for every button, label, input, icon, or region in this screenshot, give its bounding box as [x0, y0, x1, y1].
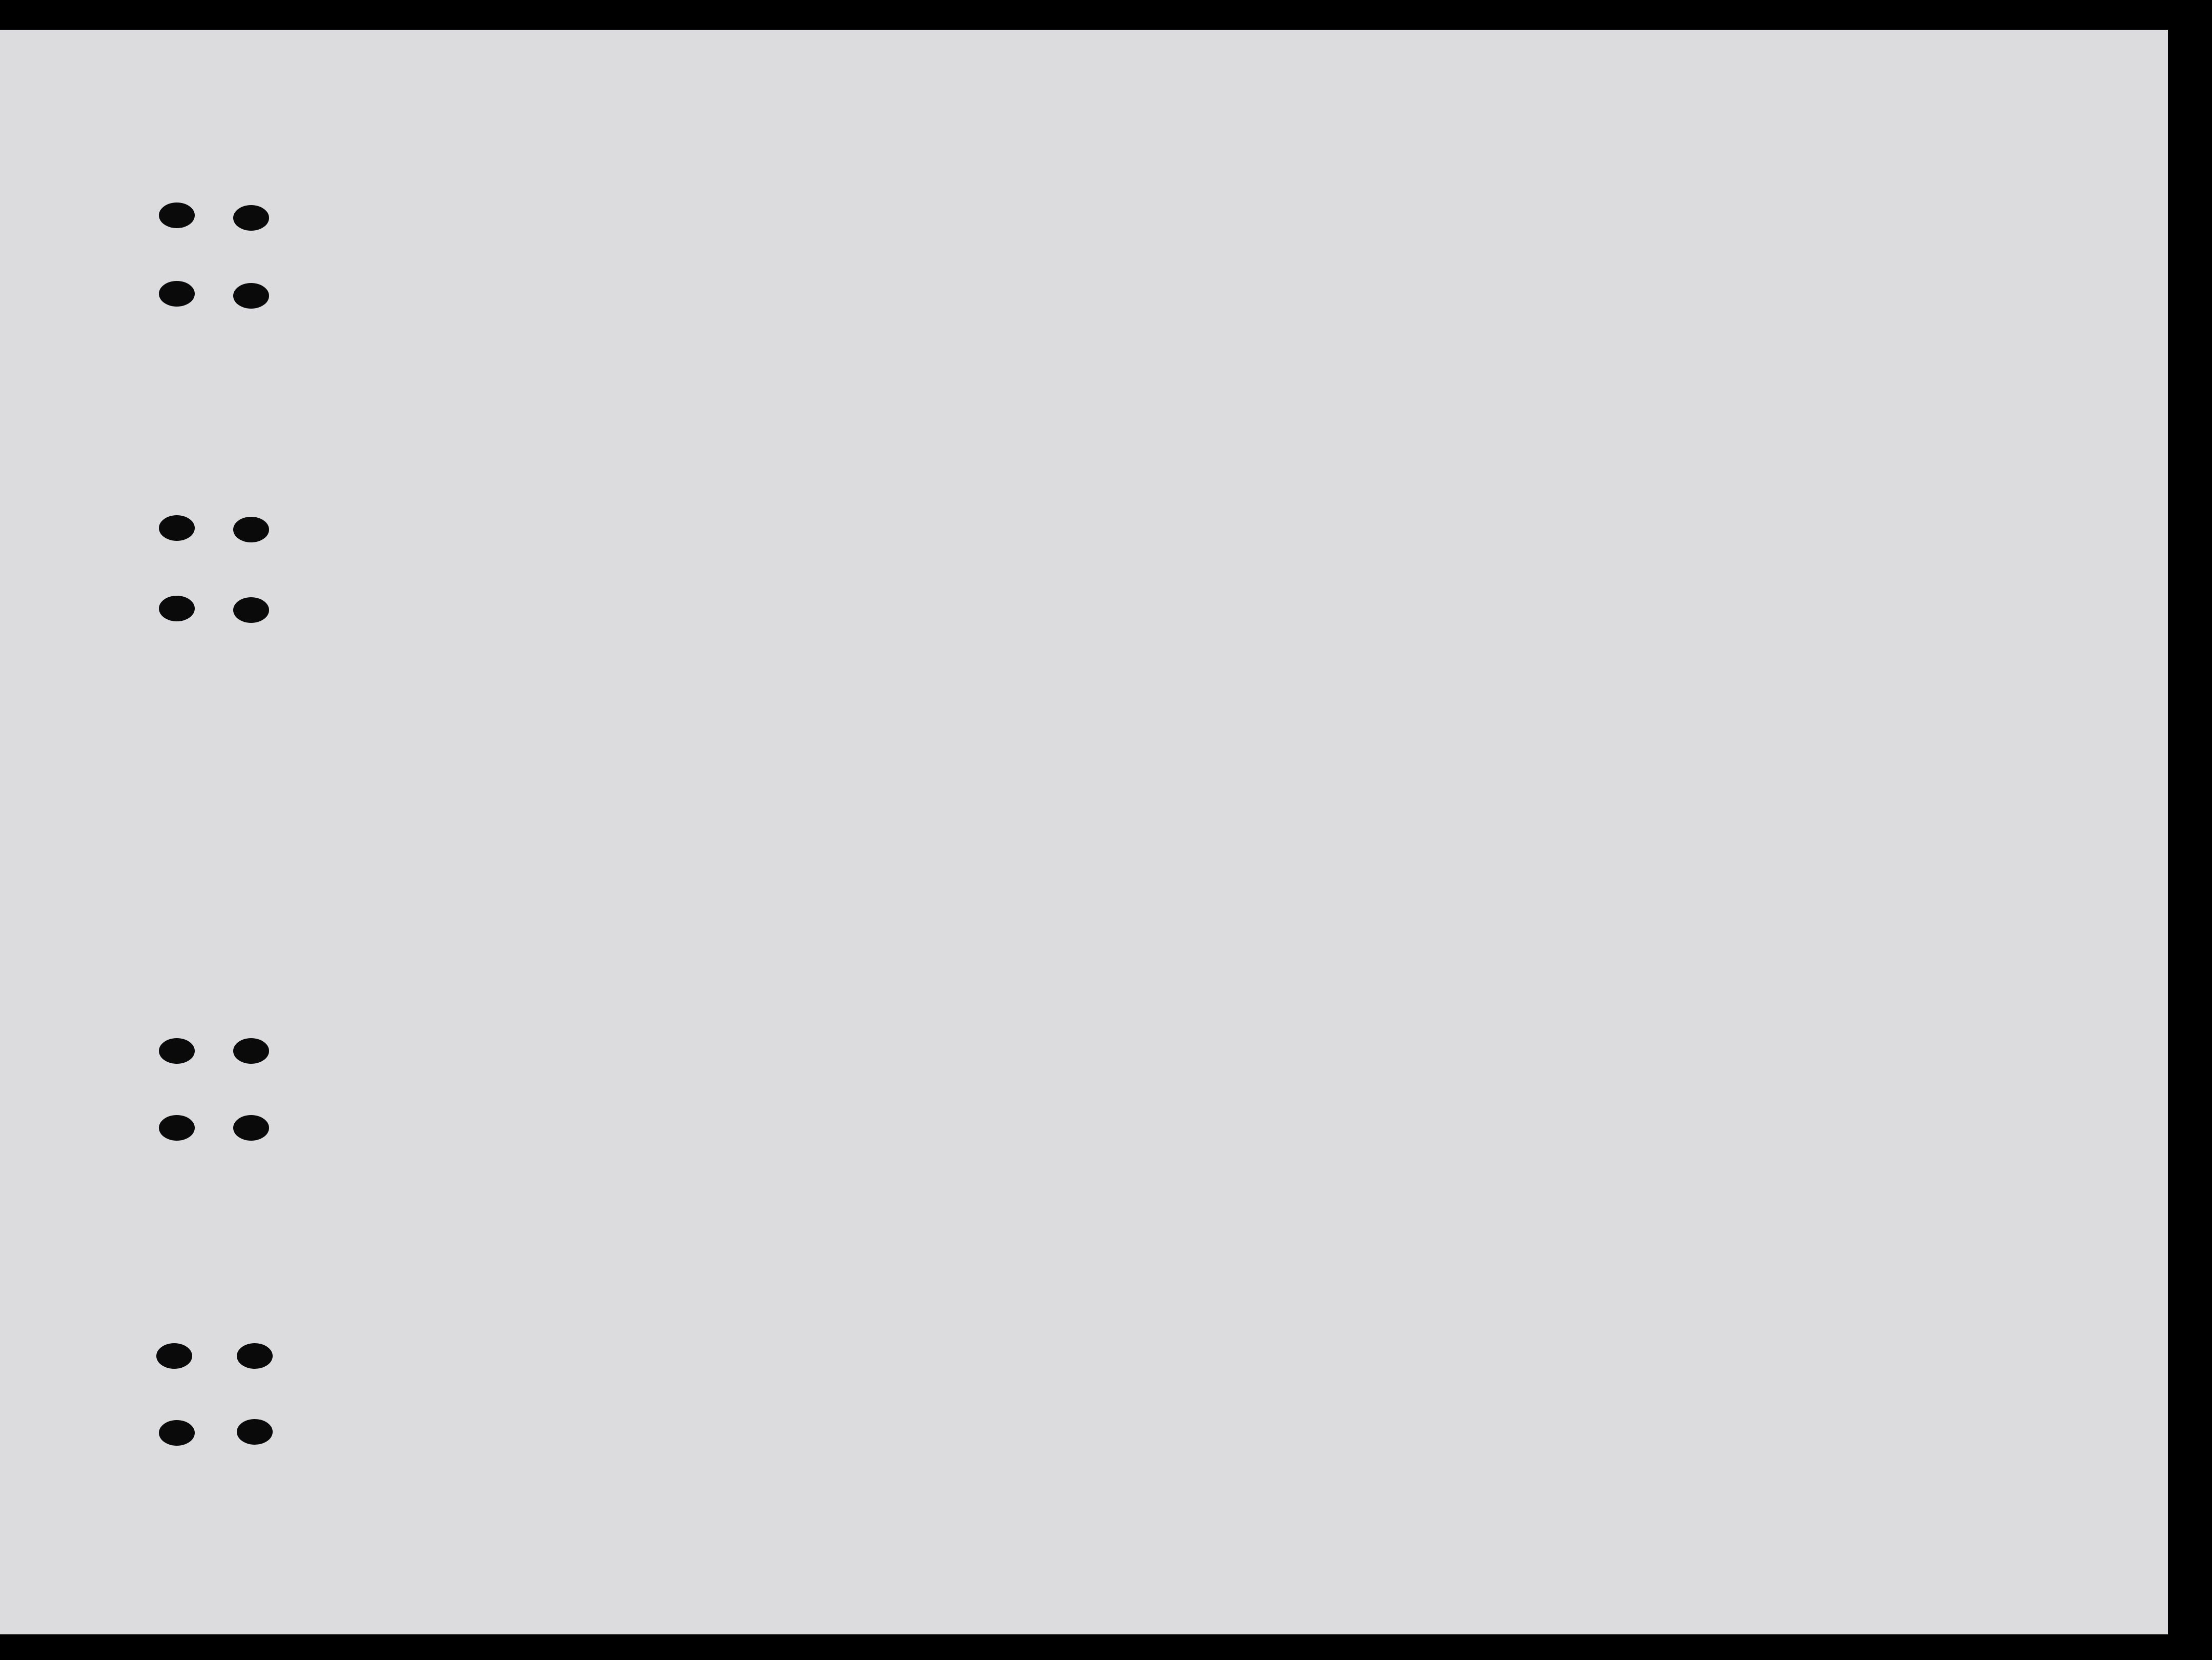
punch-hole — [237, 1419, 273, 1445]
punch-hole — [233, 1038, 269, 1064]
punch-hole — [159, 1115, 195, 1141]
punch-hole — [159, 515, 195, 541]
punch-hole — [233, 517, 269, 542]
punch-hole — [159, 203, 195, 228]
punch-hole — [156, 1343, 192, 1369]
punch-hole — [159, 1420, 195, 1446]
punch-hole — [233, 205, 269, 231]
punch-hole — [159, 281, 195, 307]
punch-hole — [233, 283, 269, 309]
punch-hole — [159, 596, 195, 621]
punch-hole — [159, 1038, 195, 1064]
punch-hole — [233, 1115, 269, 1141]
punch-hole — [237, 1343, 273, 1369]
punch-hole — [233, 597, 269, 623]
